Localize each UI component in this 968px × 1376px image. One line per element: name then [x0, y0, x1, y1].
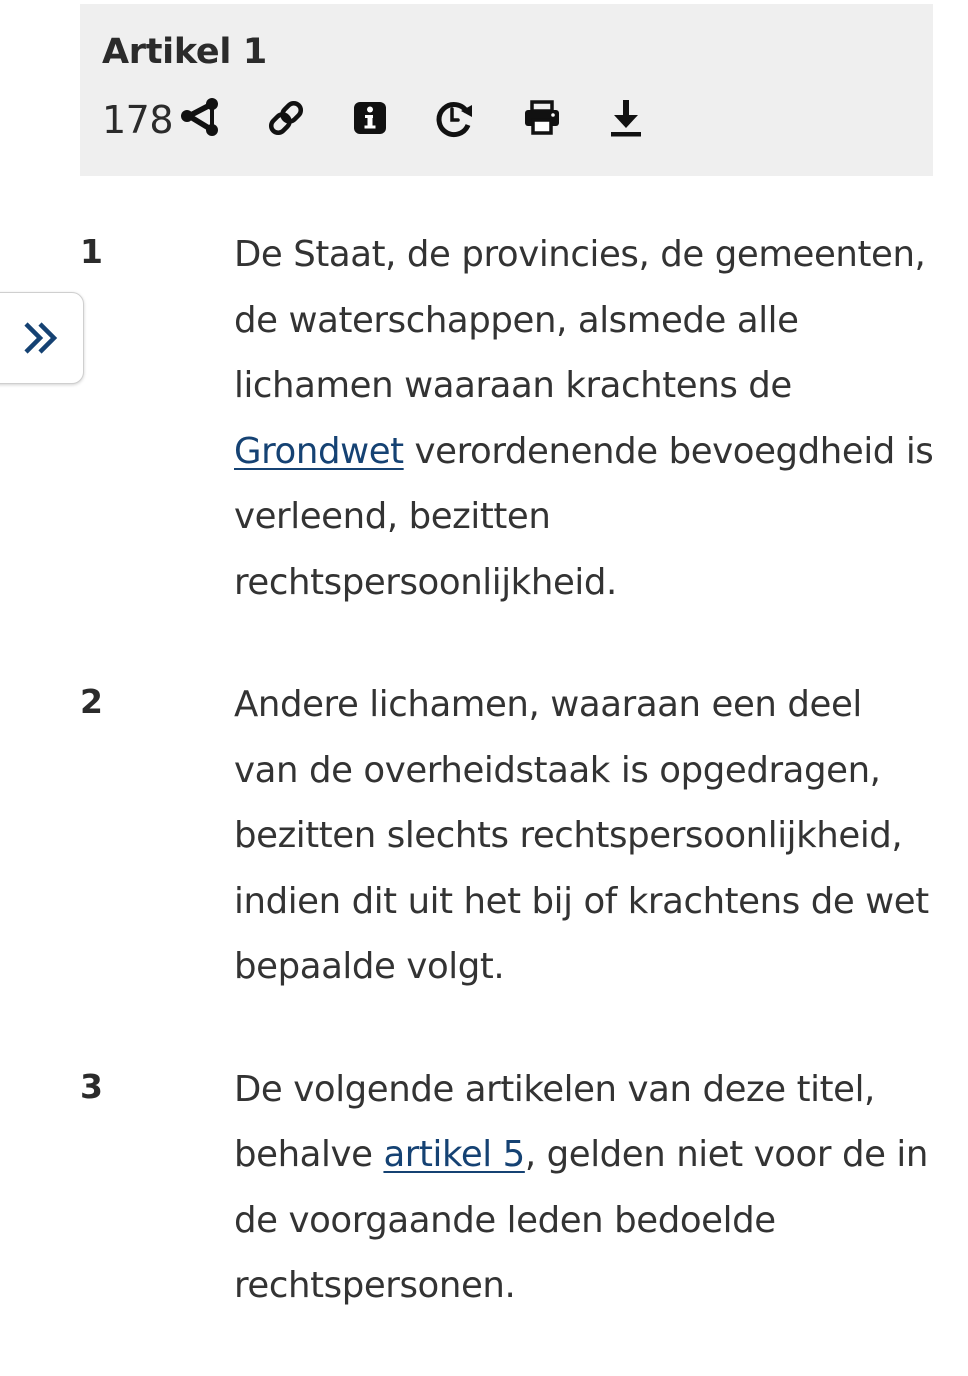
grondwet-link[interactable]: Grondwet — [234, 430, 404, 472]
print-button[interactable] — [518, 94, 566, 142]
share-button[interactable] — [176, 94, 224, 142]
member-number: 2 — [80, 682, 103, 721]
member-number: 3 — [80, 1066, 103, 1106]
article-members — [0, 222, 968, 1376]
link-icon — [265, 97, 307, 139]
article-toolbar — [102, 94, 922, 146]
member-3 — [0, 1057, 968, 1319]
member-text-part: De Staat, de provincies, de gemeenten, de waterschappen, alsmede alle lichamen waaraan krachtens de — [234, 234, 926, 406]
artikel-5-link[interactable]: artikel 5 — [383, 1134, 525, 1175]
article-header — [80, 4, 933, 176]
member-text-part: De volgende artikelen van deze titel, behalve — [234, 1068, 875, 1175]
info-icon — [352, 100, 388, 136]
history-button[interactable] — [430, 94, 478, 142]
history-icon — [431, 95, 477, 141]
download-icon — [606, 97, 646, 139]
member-text-part: , gelden niet voor de in de voorgaande leden bedoelde rechtspersonen. — [234, 1134, 928, 1306]
member-text: Andere lichamen, waaraan een deel van de overheidstaak is opgedragen, bezitten slechts rechtspersoonlijkheid, indien dit uit het bij of krachtens de wet bepaalde volgt. — [234, 684, 929, 987]
member-text — [234, 1057, 934, 1319]
share-icon — [178, 96, 222, 140]
download-button[interactable] — [602, 94, 650, 142]
info-button[interactable] — [346, 94, 394, 142]
print-icon — [522, 98, 562, 138]
reference-count: 178 — [102, 98, 174, 142]
member-text-part: verordenende bevoegdheid is verleend, bezitten rechtspersoonlijkheid. — [234, 430, 934, 603]
member-2 — [0, 672, 968, 1000]
member-1 — [0, 222, 968, 615]
article-title: Artikel 1 — [102, 32, 267, 72]
member-text — [234, 222, 934, 615]
copy-link-button[interactable] — [262, 94, 310, 142]
member-number: 1 — [80, 232, 103, 271]
